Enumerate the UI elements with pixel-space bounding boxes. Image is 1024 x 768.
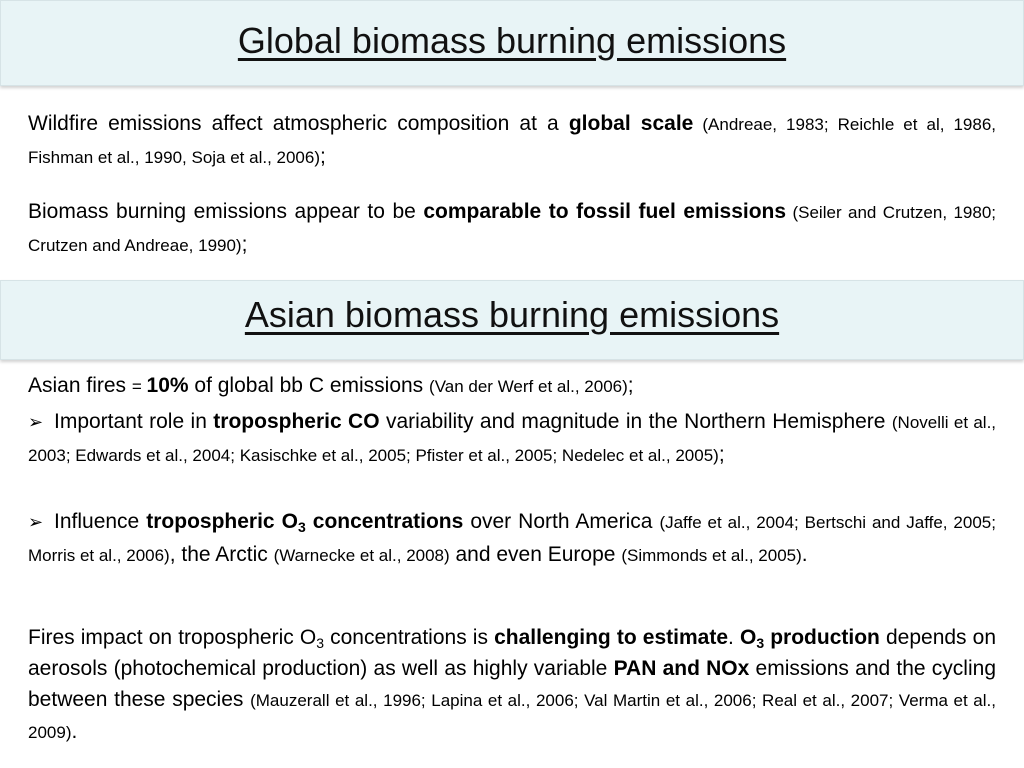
citation: (Warnecke et al., 2008) bbox=[273, 546, 450, 565]
emphasis-pan-nox: PAN and NOx bbox=[613, 657, 750, 680]
citation: (Van der Werf et al., 2006) bbox=[429, 377, 628, 396]
header-asian bbox=[0, 280, 1024, 360]
header-global bbox=[0, 0, 1024, 86]
paragraph-asian-fires: Asian fires = 10% of global bb C emissions (Van der Werf et al., 2006); bbox=[28, 374, 634, 397]
citation: (Jaffe et al., 2004; Bertschi and Jaffe, 2005; Morris et al., 2006) bbox=[28, 513, 996, 565]
paragraph-global-scale: Wildfire emissions affect atmospheric composition at a global scale (Andreae, 1983; Reichle et al, 1986, Fishman et al., 1990, Soja et al., 2006); bbox=[28, 112, 996, 168]
heading-asian-biomass: Asian biomass burning emissions bbox=[244, 294, 780, 335]
citation: (Novelli et al., 2003; Edwards et al., 2004; Kasischke et al., 2005; Pfister et al., 2005; Nedelec et al., 2005) bbox=[28, 413, 997, 465]
emphasis-tropospheric-o3: tropospheric $O_3$ concentrations bbox=[146, 510, 464, 535]
emphasis-fossil-fuel: comparable to fossil fuel emissions bbox=[423, 200, 787, 223]
bullet-tropospheric-o3: ➢ Influence tropospheric $O_3$ concentrations over North America (Jaffe et al., 2004; Bertschi and Jaffe, 2005; Morris et al., 2006), the Arctic (Warnecke et al., 2008) and even Europe (Simmonds et al., 2005). bbox=[28, 506, 996, 572]
paragraph-fossil-fuel: Biomass burning emissions appear to be comparable to fossil fuel emissions (Seiler and Crutzen, 1980; Crutzen and Andreae, 1990); bbox=[28, 200, 996, 256]
emphasis-challenging: challenging to estimate bbox=[494, 626, 729, 649]
emphasis-tropospheric-co: tropospheric CO bbox=[213, 410, 380, 433]
bullet-tropospheric-co: ➢ Important role in tropospheric CO variability and magnitude in the Northern Hemisphere (Novelli et al., 2003; Edwards et al., 2004; Kasischke et al., 2005; Pfister et al., 2005; Nedelec et al., 2005); bbox=[28, 406, 996, 472]
heading-global-biomass: Global biomass burning emissions bbox=[237, 20, 787, 61]
emphasis-o3-production: $O_3$ production bbox=[739, 626, 880, 651]
citation: (Mauzerall et al., 1996; Lapina et al., 2006; Val Martin et al., 2006; Real et al., 2007; Verma et al., 2009) bbox=[28, 691, 996, 742]
citation: (Andreae, 1983; Reichle et al, 1986, Fishman et al., 1990, Soja et al., 2006) bbox=[28, 115, 996, 167]
citation: (Simmonds et al., 2005) bbox=[621, 546, 802, 565]
arrow-bullet-icon: ➢ bbox=[28, 512, 44, 532]
emphasis-global-scale: global scale bbox=[568, 112, 694, 135]
citation: (Seiler and Crutzen, 1980; Crutzen and Andreae, 1990) bbox=[28, 203, 996, 255]
paragraph-fires-impact: Fires impact on tropospheric $O_3$ concentrations is challenging to estimate. $O_3$ production depends on aerosols (photochemical production) as well as highly variable PAN and NOx emissions and the cycling between these species (Mauzerall et al., 1996; Lapina et al., 2006; Val Martin et al., 2006; Real et al., 2007; Verma et al., 2009). bbox=[28, 626, 997, 743]
emphasis-ten-percent: 10% bbox=[146, 374, 189, 397]
arrow-bullet-icon: ➢ bbox=[28, 412, 44, 432]
